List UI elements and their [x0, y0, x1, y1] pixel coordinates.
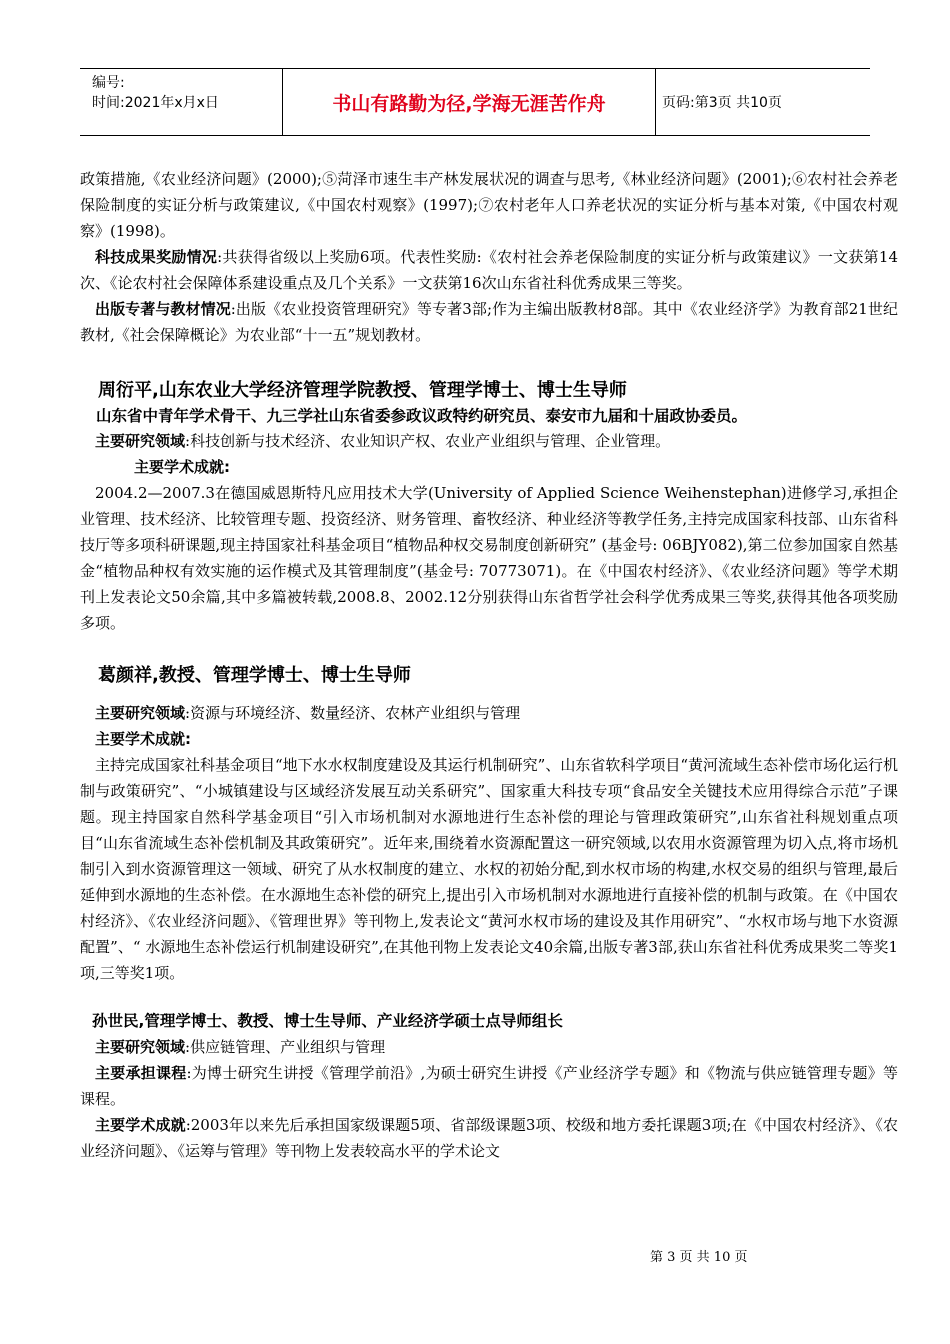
- publications-paragraph: 出版专著与教材情况:出版《农业投资管理研究》等专著3部;作为主编出版教材8部。其中《农业经济学》为教育部21世纪教材,《社会保障概论》为农业部“十一五”规划教材。: [80, 300, 898, 344]
- publications-label: 出版专著与教材情况: [95, 300, 231, 318]
- header-page-number: 页码:第3页 共10页: [662, 95, 782, 111]
- document-body: [80, 166, 898, 1164]
- profile-name-sun: 孙世民,管理学博士、教授、博士生导师、产业经济学硕士点导师组长: [92, 1012, 563, 1030]
- sun-field-paragraph: 主要研究领域:供应链管理、产业组织与管理: [95, 1038, 386, 1056]
- ge-achievements-text: 主持完成国家社科基金项目“地下水水权制度建设及其运行机制研究”、山东省软科学项目“黄河流域生态补偿市场化运行机制与政策研究”、“小城镇建设与区域经济发展互动关系研究”、国家重大科技专项“食品安全关键技术应用得综合示范”子课题。现主持国家自然科学基金项目“引入市场机制对水源地进行生态补偿的理论与管理政策研究”,山东省社科规划重点项目“山东省流域生态补偿机制及其政策研究”。近年来,围绕着水资源配置这一研究领域,以农用水资源管理为切入点,将市场机制引入到水资源管理这一领域、研究了从水权制度的建立、水权的初始分配,到水权市场的构建,水权交易的组织与管理,最后延伸到水源地的生态补偿。在水源地生态补偿的研究上,提出引入市场机制对水源地进行直接补偿的机制与政策。在《中国农村经济》、《农业经济问题》、《管理世界》等刊物上,发表论文“黄河水权市场的建设及其作用研究”、“水权市场与地下水资源配置”、“ 水源地生态补偿运行机制建设研究”,在其他刊物上发表论文40余篇,出版专著3部,获山东省社科优秀成果奖二等奖1项,三等奖1项。: [80, 756, 899, 982]
- page-header: [80, 68, 870, 136]
- zhou-field-paragraph: 主要研究领域:科技创新与技术经济、农业知识产权、农业产业组织与管理、企业管理。: [95, 432, 671, 450]
- profile-name-ge: 葛颜祥,教授、管理学博士、博士生导师: [98, 665, 411, 686]
- ge-field-paragraph: 主要研究领域:资源与环境经济、数量经济、农林产业组织与管理: [95, 704, 521, 722]
- document-number-label: 编号:: [92, 75, 125, 91]
- ge-achievements-heading: 主要学术成就:: [95, 730, 192, 748]
- zhou-achievements-text: 2004.2—2007.3在德国威恩斯特凡应用技术大学(University of Applied Science Weihenstephan)进修学习,承担企业管理、技术经济、比较管理专题、投资经济、财务管理、畜牧经济、种业经济等教学任务,主持完成国家科技部、山东省科技厅等多项科研课题,现主持国家社科基金项目“植物品种权交易制度创新研究” (基金号: 06BJY082),第二位参加国家自然基金“植物品种权有效实施的运作模式及其管理制度”(基金号: 70773071)。在《中国农村经济》、《农业经济问题》等学术期刊上发表论文50余篇,其中多篇被转载,2008.8、2002.12分别获得山东省哲学社会科学优秀成果三等奖,获得其他各项奖励多项。: [80, 484, 898, 632]
- profile-name-zhou: 周衍平,山东农业大学经济管理学院教授、管理学博士、博士生导师: [98, 380, 627, 401]
- awards-paragraph: 科技成果奖励情况:共获得省级以上奖励6项。代表性奖励:《农村社会养老保险制度的实证分析与政策建议》一文获第14次、《论农村社会保障体系建设重点及几个关系》一文获第16次山东省社科优秀成果三等奖。: [80, 248, 898, 292]
- header-motto: 书山有路勤为径,学海无涯苦作舟: [282, 69, 656, 135]
- profile-title-zhou: 山东省中青年学术骨干、九三学社山东省委参政议政特约研究员、泰安市九届和十届政协委员。: [96, 407, 748, 425]
- intro-paragraph: 政策措施,《农业经济问题》(2000);⑤菏泽市速生丰产林发展状况的调查与思考,《林业经济问题》(2001);⑥农村社会养老保险制度的实证分析与政策建议,《中国农村观察》(1997);⑦农村老年人口养老状况的实证分析与基本对策,《中国农村观察》(1998)。: [80, 170, 898, 240]
- document-date: 时间:2021年x月x日: [92, 95, 219, 111]
- sun-achievements-paragraph: 主要学术成就:2003年以来先后承担国家级课题5项、省部级课题3项、校级和地方委托课题3项;在《中国农村经济》、《农业经济问题》、《运筹与管理》等刊物上发表较高水平的学术论文: [80, 1116, 898, 1160]
- page-footer: 第 3 页 共 10 页: [650, 1250, 748, 1265]
- zhou-achievements-heading: 主要学术成就:: [134, 458, 230, 476]
- header-meta: [80, 69, 282, 135]
- awards-label: 科技成果奖励情况: [95, 248, 218, 266]
- sun-courses-paragraph: 主要承担课程:为博士研究生讲授《管理学前沿》,为硕士研究生讲授《产业经济学专题》和《物流与供应链管理专题》等课程。: [80, 1064, 898, 1108]
